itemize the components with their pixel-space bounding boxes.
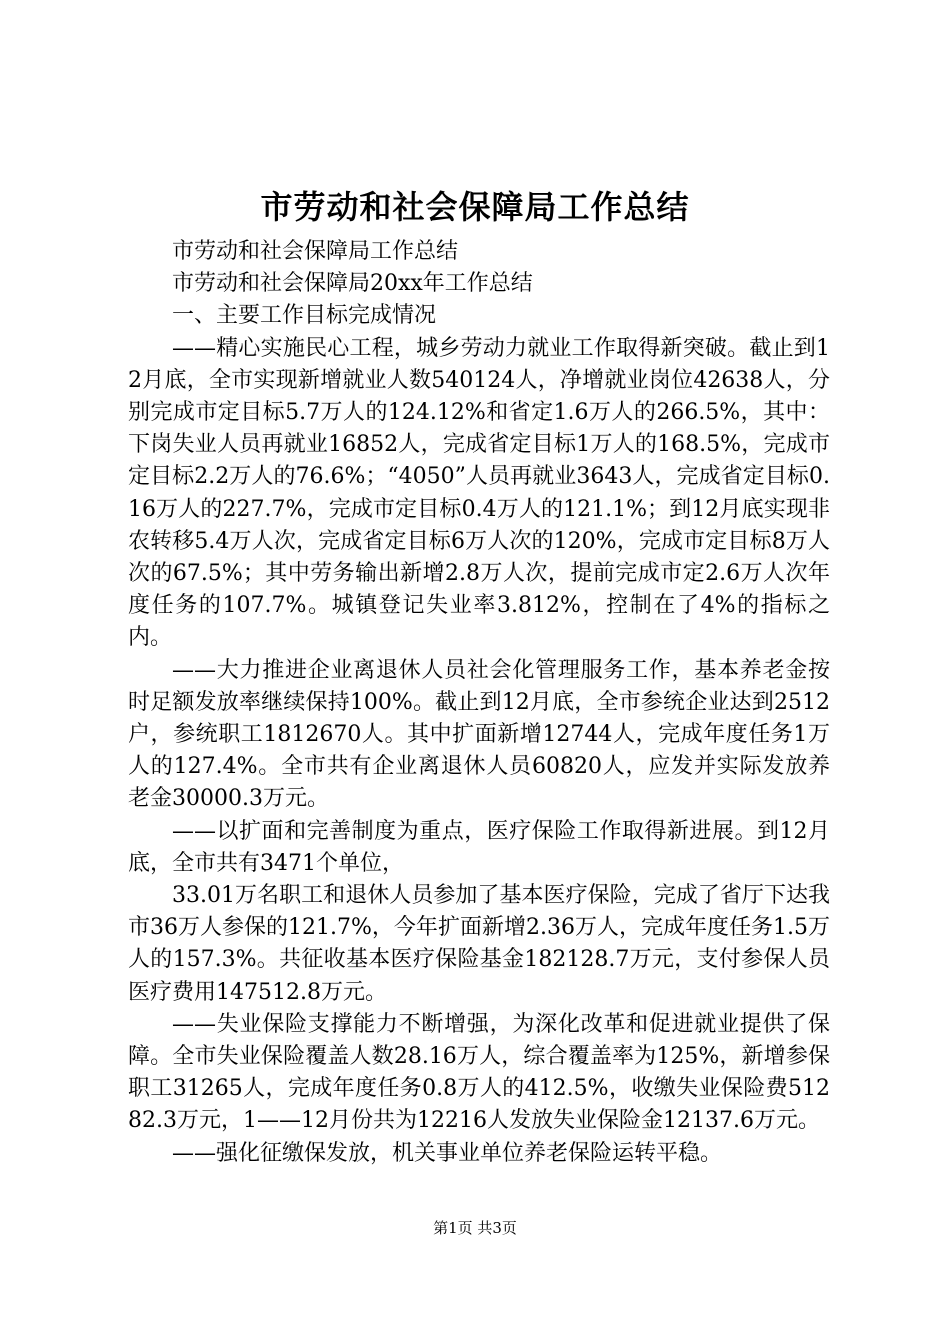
paragraph: ——失业保险支撑能力不断增强，为深化改革和促进就业提供了保障。全市失业保险覆盖人数28.16万人，综合覆盖率为125%，新增参保职工31265人，完成年度任务0.8万人的412.5%，收缴失业保险费51282.3万元，1——12月份共为12216人发放失业保险金12137.6万元。 [128,1011,830,1134]
paragraph: 一、主要工作目标完成情况 [172,303,437,329]
paragraph: 市劳动和社会保障局20xx年工作总结 [172,271,533,297]
document-body [128,236,830,1170]
paragraph: ——精心实施民心工程，城乡劳动力就业工作取得新突破。截止到12月底，全市实现新增就业人数540124人，净增就业岗位42638人，分别完成市定目标5.7万人的124.12%和省定1.6万人的266.5%，其中：下岗失业人员再就业16852人，完成省定目标1万人的168.5%，完成市定目标2.2万人的76.6%；“4050”人员再就业3643人，完成省定目标0.16万人的227.7%，完成市定目标0.4万人的121.1%；到12月底实现非农转移5.4万人次，完成省定目标6万人次的120%，完成市定目标8万人次的67.5%；其中劳务输出新增2.8万人次，提前完成市定2.6万人次年度任务的107.7%。城镇登记失业率3.812%，控制在了4%的指标之内。 [128,335,830,651]
paragraph: 市劳动和社会保障局工作总结 [172,239,459,264]
page-footer: 第1页 共3页 [433,1219,517,1237]
paragraph: 33.01万名职工和退休人员参加了基本医疗保险，完成了省厅下达我市36万人参保的121.7%，今年扩面新增2.36万人，完成年度任务1.5万人的157.3%。共征收基本医疗保险基金182128.7万元，支付参保人员医疗费用147512.8万元。 [128,883,830,1005]
document-title: 市劳动和社会保障局工作总结 [260,188,690,226]
paragraph: ——大力推进企业离退休人员社会化管理服务工作，基本养老金按时足额发放率继续保持100%。截止到12月底，全市参统企业达到2512户，参统职工1812670人。其中扩面新增12744人，完成年度任务1万人的127.4%。全市共有企业离退休人员60820人，应发并实际发放养老金30000.3万元。 [128,657,830,812]
paragraph: ——以扩面和完善制度为重点，医疗保险工作取得新进展。到12月底，全市共有3471个单位， [128,818,830,876]
paragraph: ——强化征缴保发放，机关事业单位养老保险运转平稳。 [172,1140,723,1166]
